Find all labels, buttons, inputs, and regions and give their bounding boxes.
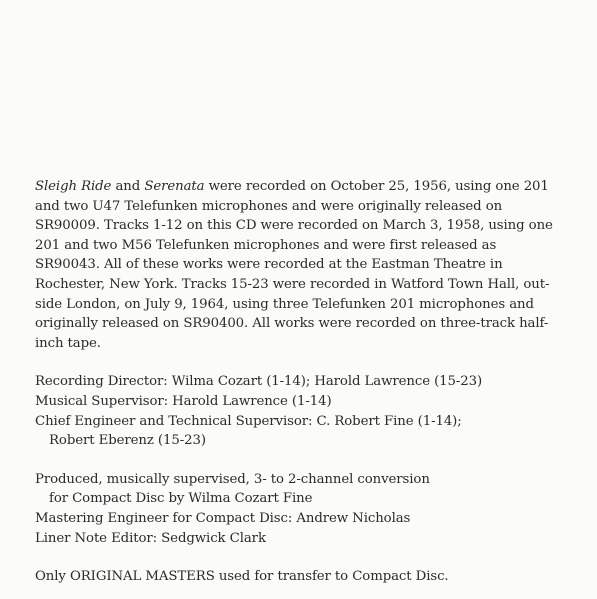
credit-chief-engineer: Chief Engineer and Technical Supervisor: C. Robert Fine (1-14); bbox=[35, 413, 462, 429]
cd-credits bbox=[35, 470, 575, 548]
text-line: SR90009. Tracks 1-12 on this CD were recorded on March 3, 1958, using one bbox=[35, 218, 553, 234]
credit-chief-engineer-cont: Robert Eberenz (15-23) bbox=[49, 433, 206, 449]
text-line: inch tape. bbox=[35, 335, 101, 351]
text-line: 201 and two M56 Telefunken microphones and were first released as bbox=[35, 237, 497, 253]
liner-notes-page bbox=[35, 177, 575, 587]
text-fragment: and bbox=[111, 179, 145, 194]
text-line: side London, on July 9, 1964, using three Telefunken 201 microphones and bbox=[35, 296, 534, 312]
text-line: originally released on SR90400. All works were recorded on three-track half- bbox=[35, 316, 549, 332]
original-masters-note: Only ORIGINAL MASTERS used for transfer to Compact Disc. bbox=[35, 569, 449, 585]
text-line: Rochester, New York. Tracks 15-23 were recorded in Watford Town Hall, out- bbox=[35, 276, 550, 292]
credit-producer: Produced, musically supervised, 3- to 2-channel conversion bbox=[35, 471, 430, 487]
text-fragment: were recorded on October 25, 1956, using one 201 bbox=[204, 179, 549, 194]
production-credits bbox=[35, 372, 575, 450]
text-line: SR90043. All of these works were recorded at the Eastman Theatre in bbox=[35, 257, 503, 273]
recording-notes-paragraph bbox=[35, 177, 575, 353]
text-line: and two U47 Telefunken microphones and were originally released on bbox=[35, 198, 503, 214]
credit-recording-director: Recording Director: Wilma Cozart (1-14); Harold Lawrence (15-23) bbox=[35, 374, 483, 390]
title-sleigh-ride: Sleigh Ride bbox=[35, 179, 112, 194]
credit-mastering-engineer: Mastering Engineer for Compact Disc: Andrew Nicholas bbox=[35, 510, 411, 526]
text-line bbox=[35, 177, 575, 197]
title-serenata: Serenata bbox=[144, 179, 205, 194]
credit-musical-supervisor: Musical Supervisor: Harold Lawrence (1-14) bbox=[35, 393, 332, 409]
credit-liner-note-editor: Liner Note Editor: Sedgwick Clark bbox=[35, 530, 266, 546]
credit-producer-cont: for Compact Disc by Wilma Cozart Fine bbox=[49, 491, 313, 507]
